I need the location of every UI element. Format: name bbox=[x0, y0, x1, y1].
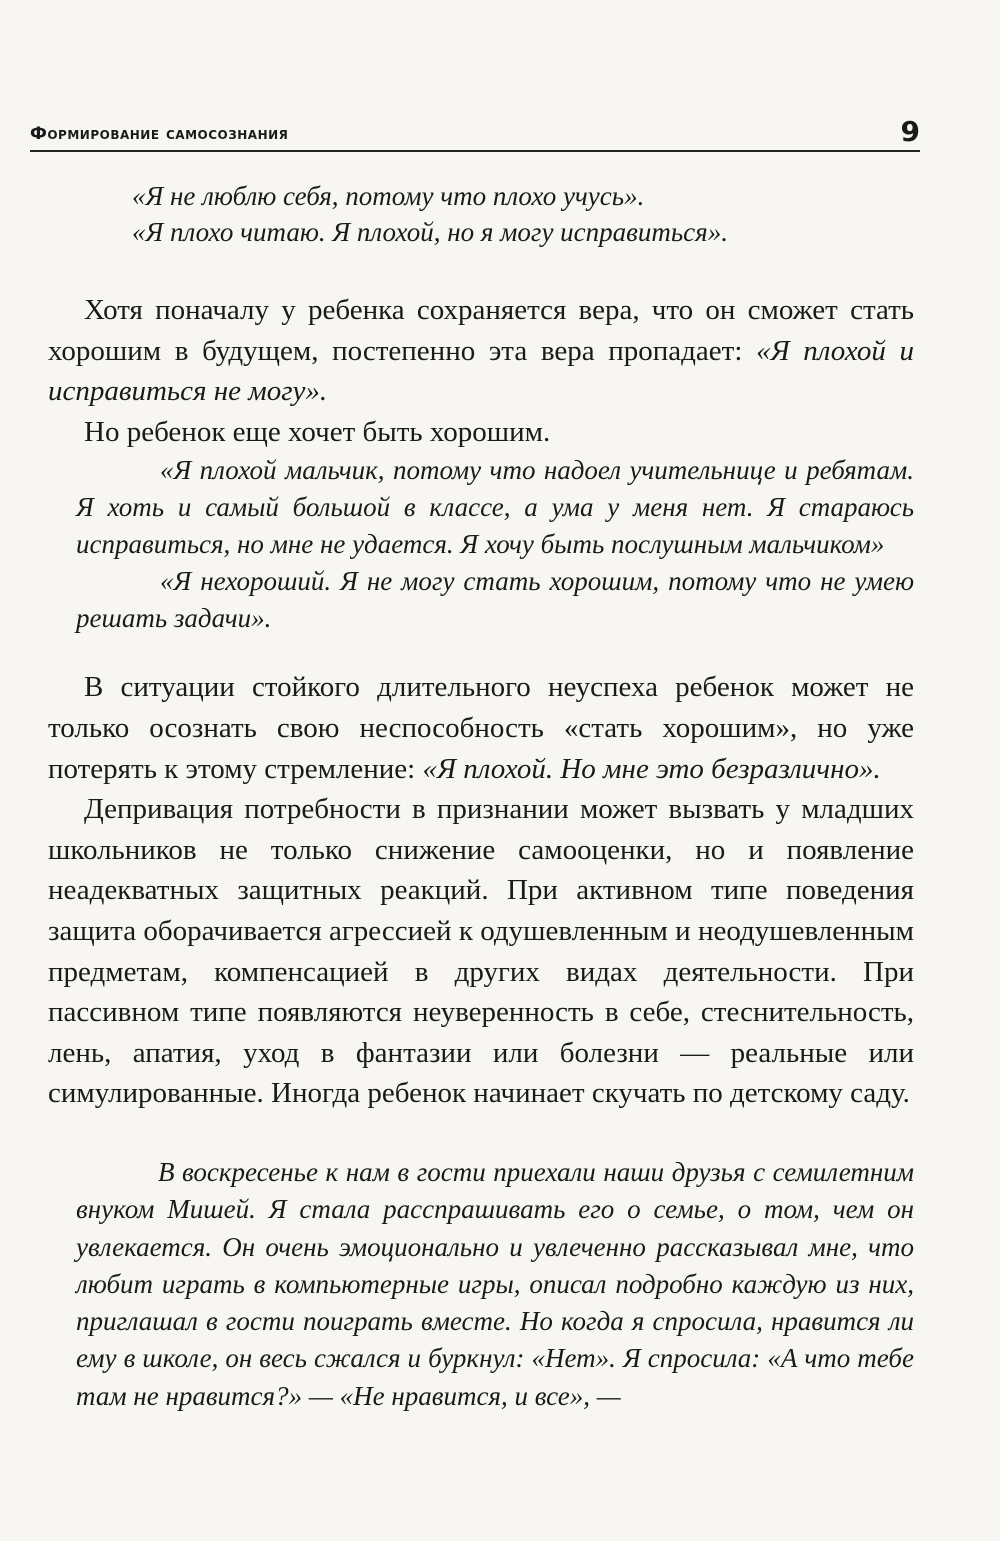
body-text bbox=[48, 178, 914, 1415]
running-title: Формирование самосознания bbox=[30, 124, 289, 144]
page-number: 9 bbox=[900, 115, 920, 148]
quote-line-1: «Я не люблю себя, потому что плохо учусь». bbox=[132, 181, 645, 211]
paragraph-1-quote: «Я плохой и исправиться не могу». bbox=[48, 334, 914, 408]
story-paragraph: В воскресенье к нам в гости приехали наши друзья с семилетним внуком Мишей. Я стала расспрашивать его о семье, о том, чем он увлекается. Он очень эмоционально и увлеченно рассказывал мне, что любит играть в компьютерные игры, описал подробно каждую из них, приглашал в гости поиграть вместе. Но когда я спросила, нравится ли ему в школе, он весь сжался и буркнул: «Нет». Я спросила: «А что тебе там не нравится?» — «Не нравится, и все», — bbox=[76, 1156, 914, 1411]
quote-line-2: «Я плохо читаю. Я плохой, но я могу исправиться». bbox=[132, 217, 728, 247]
quote-boy: «Я плохой мальчик, потому что надоел учительнице и ребятам. Я хоть и самый большой в классе, а ума у меня нет. Я стараюсь исправиться, но мне не удается. Я хочу быть послушным мальчиком» bbox=[76, 455, 914, 560]
paragraph-1-text: Хотя поначалу у ребенка сохраняется вера, что он сможет стать хорошим в будущем, постепенно эта вера пропадает: bbox=[48, 294, 914, 367]
quote-tasks: «Я нехороший. Я не могу стать хорошим, потому что не умею решать задачи». bbox=[76, 566, 914, 634]
paragraph-2: Но ребенок еще хочет быть хорошим. bbox=[84, 415, 551, 448]
paragraph-3 bbox=[48, 667, 914, 789]
paragraph-1 bbox=[48, 290, 914, 412]
paragraph-3-text: В ситуации стойкого длительного неуспеха ребенок может не только осознать свою неспособность «стать хорошим», но уже потерять к этому стремление: bbox=[48, 671, 914, 785]
page-header bbox=[30, 110, 920, 152]
paragraph-3-quote: «Я плохой. Но мне это безразлично». bbox=[422, 752, 881, 785]
paragraph-4: Депривация потребности в признании может вызвать у младших школьников не только снижение самооценки, но и появление неадекватных защитных реакций. При активном типе поведения защита оборачивается агрессией к одушевленным и неодушевленным предметам, компенсацией в других видах деятельности. При пассивном типе появляются неуверенность в себе, стеснительность, лень, апатия, уход в фантазии или болезни — реальные или симулированные. Иногда ребенок начинает скучать по детскому саду. bbox=[48, 793, 914, 1110]
